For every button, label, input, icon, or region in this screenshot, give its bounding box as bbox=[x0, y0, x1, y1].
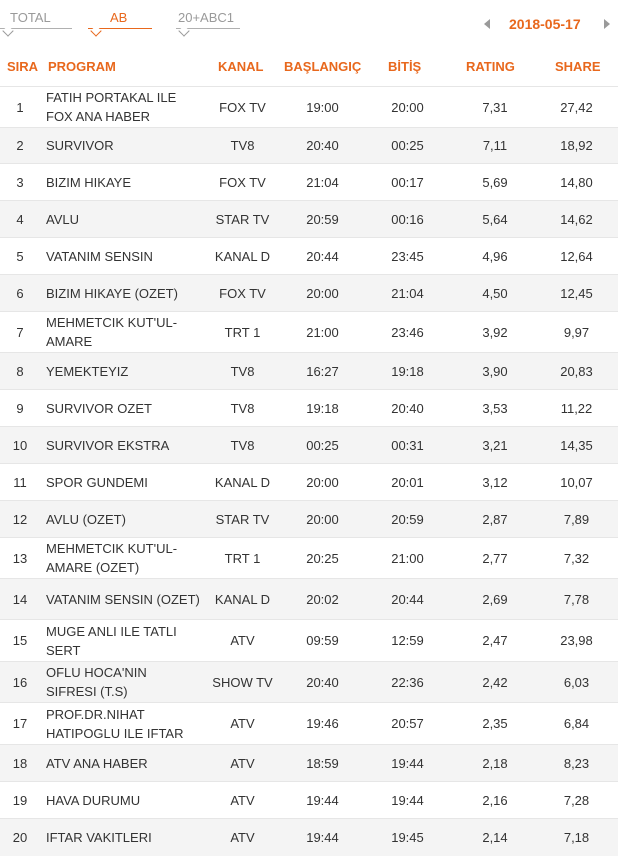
cell-program: AVLU (OZET) bbox=[40, 501, 200, 538]
cell-baslangic: 20:40 bbox=[285, 662, 360, 703]
cell-share: 27,42 bbox=[535, 87, 618, 128]
tab-20-abc1[interactable] bbox=[178, 10, 234, 25]
cell-kanal: KANAL D bbox=[200, 238, 285, 275]
cell-baslangic: 20:59 bbox=[285, 201, 360, 238]
cell-share: 8,23 bbox=[535, 745, 618, 782]
cell-share: 14,62 bbox=[535, 201, 618, 238]
cell-bitis: 19:45 bbox=[360, 819, 455, 856]
cell-baslangic: 19:00 bbox=[285, 87, 360, 128]
cell-baslangic: 20:00 bbox=[285, 464, 360, 501]
cell-share: 10,07 bbox=[535, 464, 618, 501]
cell-kanal: FOX TV bbox=[200, 275, 285, 312]
col-header-rating: RATING bbox=[466, 59, 515, 74]
cell-rating: 5,69 bbox=[455, 164, 535, 201]
cell-kanal: ATV bbox=[200, 782, 285, 819]
cell-kanal: TRT 1 bbox=[200, 538, 285, 579]
cell-baslangic: 19:18 bbox=[285, 390, 360, 427]
cell-baslangic: 21:04 bbox=[285, 164, 360, 201]
cell-bitis: 12:59 bbox=[360, 620, 455, 662]
cell-rating: 4,96 bbox=[455, 238, 535, 275]
table-row bbox=[0, 238, 618, 275]
cell-sira: 2 bbox=[0, 128, 40, 164]
cell-sira: 1 bbox=[0, 87, 40, 128]
cell-rating: 2,69 bbox=[455, 579, 535, 620]
cell-program: IFTAR VAKITLERI bbox=[40, 819, 200, 856]
cell-baslangic: 18:59 bbox=[285, 745, 360, 782]
cell-baslangic: 20:00 bbox=[285, 501, 360, 538]
cell-program: MEHMETCIK KUT'UL-AMARE bbox=[40, 312, 200, 353]
cell-sira: 10 bbox=[0, 427, 40, 464]
cell-rating: 2,35 bbox=[455, 703, 535, 745]
cell-bitis: 00:16 bbox=[360, 201, 455, 238]
table-row bbox=[0, 745, 618, 782]
cell-sira: 4 bbox=[0, 201, 40, 238]
cell-rating: 3,21 bbox=[455, 427, 535, 464]
cell-program: MEHMETCIK KUT'UL-AMARE (OZET) bbox=[40, 538, 200, 579]
cell-share: 18,92 bbox=[535, 128, 618, 164]
cell-share: 9,97 bbox=[535, 312, 618, 353]
cell-kanal: TV8 bbox=[200, 427, 285, 464]
table-row bbox=[0, 782, 618, 819]
cell-kanal: FOX TV bbox=[200, 87, 285, 128]
cell-sira: 11 bbox=[0, 464, 40, 501]
cell-program: SPOR GUNDEMI bbox=[40, 464, 200, 501]
cell-rating: 7,11 bbox=[455, 128, 535, 164]
cell-kanal: ATV bbox=[200, 620, 285, 662]
table-row bbox=[0, 201, 618, 238]
table-row bbox=[0, 662, 618, 703]
cell-rating: 7,31 bbox=[455, 87, 535, 128]
cell-share: 12,64 bbox=[535, 238, 618, 275]
cell-program: OFLU HOCA'NIN SIFRESI (T.S) bbox=[40, 662, 200, 703]
cell-rating: 3,12 bbox=[455, 464, 535, 501]
cell-rating: 2,16 bbox=[455, 782, 535, 819]
cell-baslangic: 16:27 bbox=[285, 353, 360, 390]
cell-share: 14,80 bbox=[535, 164, 618, 201]
cell-kanal: STAR TV bbox=[200, 501, 285, 538]
cell-program: SURVIVOR OZET bbox=[40, 390, 200, 427]
cell-baslangic: 00:25 bbox=[285, 427, 360, 464]
tab-20-abc1-label: 20+ABC1 bbox=[178, 10, 235, 25]
table-row bbox=[0, 275, 618, 312]
cell-bitis: 00:17 bbox=[360, 164, 455, 201]
cell-sira: 3 bbox=[0, 164, 40, 201]
cell-kanal: ATV bbox=[200, 703, 285, 745]
cell-bitis: 20:59 bbox=[360, 501, 455, 538]
col-header-share: SHARE bbox=[555, 59, 601, 74]
cell-share: 20,83 bbox=[535, 353, 618, 390]
tab-ab-label: AB bbox=[110, 10, 128, 25]
cell-kanal: TV8 bbox=[200, 390, 285, 427]
cell-kanal: TRT 1 bbox=[200, 312, 285, 353]
cell-bitis: 20:44 bbox=[360, 579, 455, 620]
cell-baslangic: 19:44 bbox=[285, 819, 360, 856]
cell-share: 23,98 bbox=[535, 620, 618, 662]
cell-sira: 14 bbox=[0, 579, 40, 620]
cell-bitis: 19:44 bbox=[360, 782, 455, 819]
cell-sira: 20 bbox=[0, 819, 40, 856]
cell-rating: 3,92 bbox=[455, 312, 535, 353]
table-row bbox=[0, 353, 618, 390]
cell-program: SURVIVOR EKSTRA bbox=[40, 427, 200, 464]
cell-baslangic: 20:00 bbox=[285, 275, 360, 312]
cell-share: 7,32 bbox=[535, 538, 618, 579]
cell-kanal: TV8 bbox=[200, 353, 285, 390]
col-header-baslangic: BAŞLANGIÇ bbox=[284, 59, 362, 74]
cell-rating: 2,42 bbox=[455, 662, 535, 703]
cell-program: FATIH PORTAKAL ILE FOX ANA HABER bbox=[40, 87, 200, 128]
cell-kanal: ATV bbox=[200, 819, 285, 856]
cell-baslangic: 19:46 bbox=[285, 703, 360, 745]
table-row bbox=[0, 819, 618, 856]
cell-bitis: 20:01 bbox=[360, 464, 455, 501]
cell-share: 7,18 bbox=[535, 819, 618, 856]
cell-kanal: KANAL D bbox=[200, 464, 285, 501]
top-bar bbox=[0, 0, 618, 48]
cell-sira: 8 bbox=[0, 353, 40, 390]
previous-date-icon[interactable] bbox=[484, 19, 490, 29]
cell-baslangic: 20:25 bbox=[285, 538, 360, 579]
cell-share: 14,35 bbox=[535, 427, 618, 464]
cell-bitis: 19:18 bbox=[360, 353, 455, 390]
cell-program: VATANIM SENSIN (OZET) bbox=[40, 579, 200, 620]
cell-program: BIZIM HIKAYE (OZET) bbox=[40, 275, 200, 312]
col-header-kanal: KANAL bbox=[218, 59, 264, 74]
cell-program: AVLU bbox=[40, 201, 200, 238]
table-row bbox=[0, 620, 618, 662]
cell-rating: 2,18 bbox=[455, 745, 535, 782]
cell-baslangic: 20:40 bbox=[285, 128, 360, 164]
cell-kanal: ATV bbox=[200, 745, 285, 782]
table-row bbox=[0, 501, 618, 538]
cell-baslangic: 20:44 bbox=[285, 238, 360, 275]
cell-baslangic: 09:59 bbox=[285, 620, 360, 662]
cell-sira: 9 bbox=[0, 390, 40, 427]
tab-ab[interactable] bbox=[110, 10, 127, 25]
cell-bitis: 22:36 bbox=[360, 662, 455, 703]
table-row bbox=[0, 427, 618, 464]
cell-bitis: 21:00 bbox=[360, 538, 455, 579]
cell-baslangic: 20:02 bbox=[285, 579, 360, 620]
cell-program: SURVIVOR bbox=[40, 128, 200, 164]
cell-kanal: SHOW TV bbox=[200, 662, 285, 703]
cell-rating: 2,87 bbox=[455, 501, 535, 538]
cell-share: 6,03 bbox=[535, 662, 618, 703]
cell-kanal: KANAL D bbox=[200, 579, 285, 620]
cell-sira: 5 bbox=[0, 238, 40, 275]
selected-date[interactable]: 2018-05-17 bbox=[509, 16, 581, 32]
col-header-program: PROGRAM bbox=[48, 59, 116, 74]
cell-kanal: STAR TV bbox=[200, 201, 285, 238]
cell-program: VATANIM SENSIN bbox=[40, 238, 200, 275]
cell-bitis: 23:45 bbox=[360, 238, 455, 275]
cell-rating: 4,50 bbox=[455, 275, 535, 312]
cell-sira: 17 bbox=[0, 703, 40, 745]
cell-program: HAVA DURUMU bbox=[40, 782, 200, 819]
cell-share: 12,45 bbox=[535, 275, 618, 312]
table-row bbox=[0, 703, 618, 745]
cell-sira: 13 bbox=[0, 538, 40, 579]
cell-kanal: TV8 bbox=[200, 128, 285, 164]
cell-rating: 5,64 bbox=[455, 201, 535, 238]
cell-sira: 19 bbox=[0, 782, 40, 819]
cell-rating: 2,47 bbox=[455, 620, 535, 662]
cell-bitis: 00:31 bbox=[360, 427, 455, 464]
cell-rating: 2,14 bbox=[455, 819, 535, 856]
cell-sira: 7 bbox=[0, 312, 40, 353]
cell-bitis: 00:25 bbox=[360, 128, 455, 164]
table-row bbox=[0, 579, 618, 620]
cell-sira: 15 bbox=[0, 620, 40, 662]
cell-kanal: FOX TV bbox=[200, 164, 285, 201]
col-header-sira: SIRA bbox=[7, 59, 39, 74]
cell-baslangic: 19:44 bbox=[285, 782, 360, 819]
cell-rating: 2,77 bbox=[455, 538, 535, 579]
cell-bitis: 23:46 bbox=[360, 312, 455, 353]
tab-total-label: TOTAL bbox=[10, 10, 51, 25]
cell-program: YEMEKTEYIZ bbox=[40, 353, 200, 390]
cell-rating: 3,53 bbox=[455, 390, 535, 427]
cell-sira: 6 bbox=[0, 275, 40, 312]
cell-program: MUGE ANLI ILE TATLI SERT bbox=[40, 620, 200, 662]
cell-bitis: 20:57 bbox=[360, 703, 455, 745]
table-header bbox=[0, 48, 618, 86]
table-row bbox=[0, 312, 618, 353]
cell-share: 7,78 bbox=[535, 579, 618, 620]
cell-share: 11,22 bbox=[535, 390, 618, 427]
cell-sira: 18 bbox=[0, 745, 40, 782]
cell-program: PROF.DR.NIHAT HATIPOGLU ILE IFTAR bbox=[40, 703, 200, 745]
tab-total[interactable] bbox=[10, 10, 51, 25]
table-row bbox=[0, 390, 618, 427]
cell-bitis: 19:44 bbox=[360, 745, 455, 782]
cell-bitis: 20:40 bbox=[360, 390, 455, 427]
table-row bbox=[0, 464, 618, 501]
col-header-bitis: BİTİŞ bbox=[388, 59, 422, 74]
cell-rating: 3,90 bbox=[455, 353, 535, 390]
table-row bbox=[0, 128, 618, 164]
cell-baslangic: 21:00 bbox=[285, 312, 360, 353]
ratings-table bbox=[0, 86, 618, 856]
table-row bbox=[0, 538, 618, 579]
cell-share: 7,89 bbox=[535, 501, 618, 538]
next-date-icon[interactable] bbox=[604, 19, 610, 29]
cell-bitis: 21:04 bbox=[360, 275, 455, 312]
cell-program: BIZIM HIKAYE bbox=[40, 164, 200, 201]
cell-program: ATV ANA HABER bbox=[40, 745, 200, 782]
cell-share: 6,84 bbox=[535, 703, 618, 745]
cell-sira: 12 bbox=[0, 501, 40, 538]
cell-bitis: 20:00 bbox=[360, 87, 455, 128]
cell-share: 7,28 bbox=[535, 782, 618, 819]
table-row bbox=[0, 164, 618, 201]
cell-sira: 16 bbox=[0, 662, 40, 703]
table-row bbox=[0, 87, 618, 128]
